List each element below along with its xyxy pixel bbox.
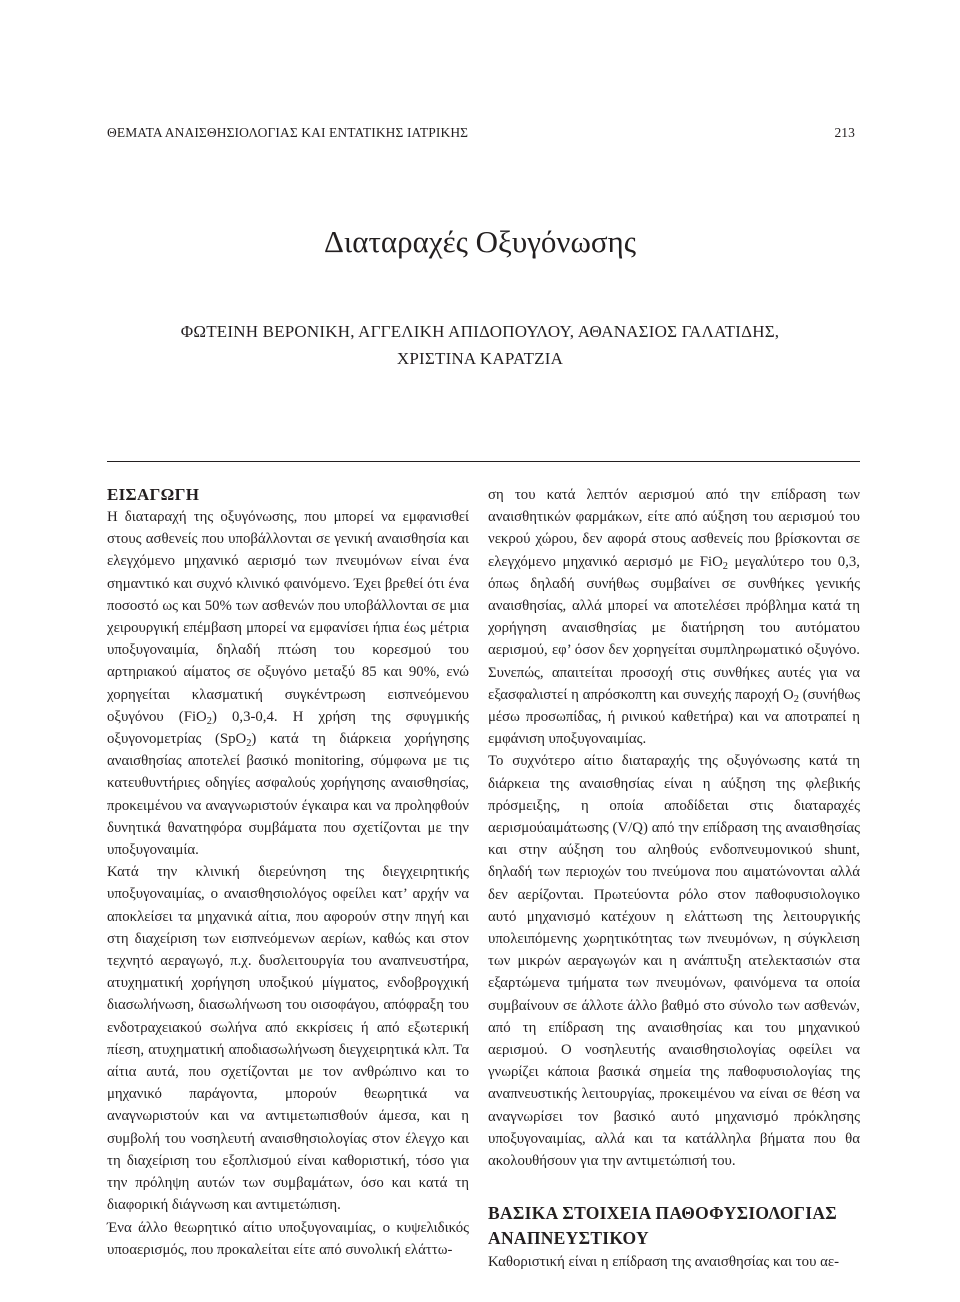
subscript-2: 2: [206, 715, 212, 727]
authors-line-1: ΦΩΤΕΙΝΗ ΒΕΡΟΝΙΚΗ, ΑΓΓΕΛΙΚΗ ΑΠΙΔΟΠΟΥΛΟΥ, ΑΘΑΝΑΣΙΟΣ ΓΑΛΑΤΙΔΗΣ,: [180, 322, 780, 341]
right-paragraph-3: Καθοριστική είναι η επίδραση της αναισθησίας και του αε-: [488, 1254, 839, 1271]
right-p1-part-b: μεγαλύτερο του 0,3, όπως δηλαδή συνήθως συμβαίνει σε συνθήκες γενικής αναισθησίας, αλλά μπορεί να αποτελέσει πρόβλημα κατά τη χορήγηση αναισθησίας με διατήρηση του αυτόματου αερισμού, εφ’ όσον δεν χορηγείται συμπληρωματικό οξυγόνο. Συνεπώς, απαιτείται προσοχή στις συνθήκες αυτές για να εξασφαλιστεί η απρόσκοπτη και συνεχής παροχή O: [488, 553, 861, 703]
journal-title: ΘΕΜΑΤΑ ΑΝΑΙΣΘΗΣΙΟΛΟΓΙΑΣ ΚΑΙ ΕΝΤΑΤΙΚΗΣ ΙΑΤΡΙΚΗΣ: [107, 125, 469, 140]
intro-paragraph-1: [107, 506, 469, 861]
authors-line-2: ΧΡΙΣΤΙΝΑ ΚΑΡΑΤΖΙΑ: [396, 349, 564, 368]
intro-p1-part-b: ) 0,3-0,4. Η χρήση της σφυγμικής οξυγονομετρίας (SpO: [107, 708, 470, 748]
subscript-2: 2: [793, 693, 799, 705]
left-column: [107, 484, 469, 1261]
intro-p1-part-c: ) κατά τη διάρκεια χορήγησης αναισθησίας αποτελεί βασικό monitoring, σύμφωνα με τις κατευθυντήριες οδηγίες ασφαλούς χορήγησης αναισθησίας, προκειμένου να αναγνωριστούν έγκαιρα και να προληφθούν δυνητικά θανατηφόρα συμβάματα που σχετίζονται με την υποξυγοναιμία.: [107, 731, 470, 859]
right-p1-part-a: ση του κατά λεπτόν αερισμού από την επίδραση των αναισθητικών φαρμάκων, είτε από αύξηση του αερισμού του νεκρού χώρου, δεν αφορά στους ασθενείς που βρίσκονται σε ελεγχόμενο μηχανικό αερισμό με FiO: [488, 487, 860, 570]
right-paragraph-1: [488, 484, 860, 750]
running-header: [107, 125, 855, 141]
article-title: Διαταραχές Οξυγόνωσης: [323, 224, 637, 259]
author-list: [0, 318, 960, 372]
intro-paragraph-3: Ένα άλλο θεωρητικό αίτιο υποξυγοναιμίας, ο κυψελιδικός υποαερισμός, που προκαλείται είτε από συνολική ελάττω-: [107, 1219, 469, 1258]
subscript-2: 2: [722, 560, 728, 572]
right-p1-part-c: (συνήθως μέσω προσωπίδας, ή ρινικού καθετήρα) και να αποτραπεί η εμφάνιση υποξυγοναιμίας.: [488, 686, 861, 748]
right-column: [488, 484, 860, 1274]
subscript-2: 2: [246, 738, 252, 750]
section-heading-physiology: ΒΑΣΙΚΑ ΣΤΟΙΧΕΙΑ ΠΑΘΟΦΥΣΙΟΛΟΓΙΑΣ ΑΝΑΠΝΕΥΣΤΙΚΟΥ: [488, 1203, 838, 1249]
right-paragraph-2: Το συχνότερο αίτιο διαταραχής της οξυγόνωσης κατά τη διάρκεια της αναισθησίας είναι η αύξηση της φλεβικής πρόσμειξης, η οποία αποδίδεται στις διαταραχές αερισμούαιμάτωσης (V/Q) από την επίδραση της αναισθησίας και στην αύξηση του αληθούς ενδοπνευμονικού shunt, δηλαδή των περιοχών του πνεύμονα που αιματώνονται αλλά δεν αερίζονται. Πρωτεύοντα ρόλο στον παθοφυσιολογικο αυτό μηχανισμό κατέχουν η ελάττωση της λειτουργικής υπολειπόμενης χωρητικότητας των πνευμόνων, η σύγκλειση των μικρών αεραγωγών και η ανάπτυξη ατελεκτασιών στα εξαρτώμενα τμήματα των πνευμόνων, φαινόμενα τα οποία συμβαίνουν σε άλλοτε άλλο βαθμό στο σύνολο των ασθενών, από τη επίδραση της αναισθησίας και του μηχανικού αερισμού. Ο νοσηλευτής αναισθησιολογίας οφείλει να γνωρίζει κάποια βασικά σημεία της παθοφυσιολογίας της αναπνευστικής λειτουργίας, προκειμένου να είναι σε θέση να αναγνωρίσει τον βασικό αυτό μηχανισμό πρόκλησης υποξυγοναιμίας, αλλά και τα κατάλληλα βήματα που θα ακολουθήσουν για την αντιμετώπισή του.: [488, 753, 860, 1170]
section-heading-introduction: ΕΙΣΑΓΩΓΗ: [107, 485, 200, 504]
intro-paragraph-2: Κατά την κλινική διερεύνηση της διεγχειρητικής υποξυγοναιμίας, ο αναισθησιολόγος οφείλει κατ’ αρχήν να αποκλείσει τα μηχανικά αίτια, που αφορούν στην πηγή και στη διαχείριση των εισπνεόμενων αερίων, καθώς και στον τεχνητό αεραγωγό, π.χ. δυσλειτουργία του αναπνευστήρα, ατυχηματική χορήγηση υποξικού μίγματος, ενδοβρογχική διασωλήνωση, διασωλήνωση του οισοφάγου, απόφραξη του ενδοτραχειακού σωλήνα από εκκρίσεις ή από εξωτερική πίεση, ατυχηματική αποδιασωλήνωση διεγχειρητικά κλπ. Τα αίτια αυτά, που σχετίζονται με τον ανθρώπινο και το μηχανικό παράγοντα, μπορούν θεωρητικά να αναγνωριστούν και να αντιμετωπισθούν άμεσα, και η συμβολή του νοσηλευτή αναισθησιολογίας στον έλεγχο και τη διαχείριση του εξοπλισμού είναι καθοριστική, τόσο για την πρόληψη αυτών των συμβαμάτων, όσο και κατά τη διαφορική διάγνωση και αντιμετώπιση.: [107, 864, 469, 1214]
intro-p1-part-a: Η διαταραχή της οξυγόνωσης, που μπορεί να εμφανισθεί στους ασθενείς που υποβάλλονται σε γενική αναισθησία και ελεγχόμενο μηχανικό αερισμό των πνευμόνων είναι ένα σημαντικό και συχνό κλινικό φαινόμενο. Έχει βρεθεί ότι ένα ποσοστό ως και 50% των ασθενών που υποβάλλονται σε μια χειρουργική επέμβαση μπορεί να εμφανίσει ήπια έως μέτρια υποξυγοναιμία, δηλαδή πτώση του κορεσμού του αρτηριακού αίματος σε οξυγόνο μεταξύ 85 και 90%, ενώ χορηγείται κλασματική συγκέντρωση εισπνεόμενου οξυγόνου (FiO: [107, 509, 469, 725]
page-number: 213: [834, 125, 855, 140]
section-divider: [107, 461, 860, 462]
